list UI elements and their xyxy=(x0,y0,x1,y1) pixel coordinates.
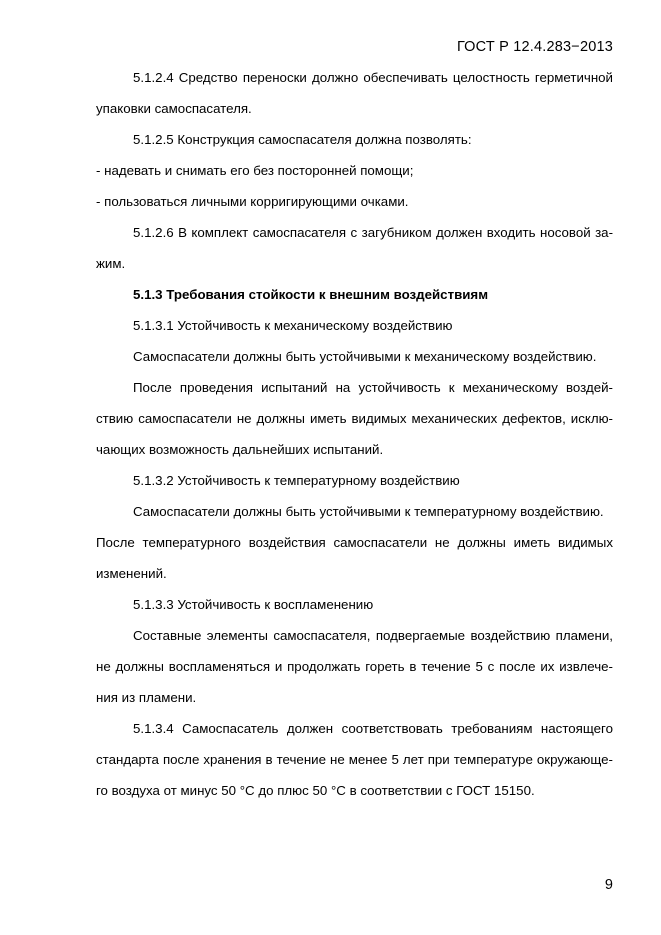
subsection-heading-5-1-3-3: 5.1.3.3 Устойчивость к воспламенению xyxy=(133,597,374,612)
list-item: - надевать и снимать его без посторонней помощи; xyxy=(96,163,414,178)
paragraph-5-1-2-4: 5.1.2.4 Средство переноски должно обеспечивать целостность герметичной упаковки самоспасателя. xyxy=(96,70,613,116)
paragraph-5-1-3-4: 5.1.3.4 Самоспасатель должен соответствовать требованиям настоящего стандарта после хранения в течение не менее 5 лет при температуре окружающе-го воздуха от минус 50 °С до плюс 50 °С в соответствии с ГОСТ 15150. xyxy=(96,721,613,798)
page-number: 9 xyxy=(604,877,613,893)
section-heading-5-1-3: 5.1.3 Требования стойкости к внешним воздействиям xyxy=(133,287,489,302)
paragraph-5-1-2-6: 5.1.2.6 В комплект самоспасателя с загубником должен входить носовой за-жим. xyxy=(96,225,613,271)
list-item: - пользоваться личными корригирующими очками. xyxy=(96,194,409,209)
subsection-heading-5-1-3-2: 5.1.3.2 Устойчивость к температурному воздействию xyxy=(133,473,460,488)
document-body xyxy=(96,62,613,806)
document-header: ГОСТ Р 12.4.283−2013 xyxy=(456,39,613,55)
paragraph: Самоспасатели должны быть устойчивыми к температурному воздействию. xyxy=(133,504,604,519)
paragraph: После проведения испытаний на устойчивость к механическому воздей-ствию самоспасатели не должны иметь видимых механических дефектов, исклю-чающих возможность дальнейших испытаний. xyxy=(96,380,613,457)
paragraph-5-1-2-5: 5.1.2.5 Конструкция самоспасателя должна позволять: xyxy=(133,132,472,147)
paragraph: Составные элементы самоспасателя, подвергаемые воздействию пламени, не должны воспламеняться и продолжать гореть в течение 5 с после их извлече-ния из пламени. xyxy=(96,628,613,705)
paragraph: После температурного воздействия самоспасатели не должны иметь видимых изменений. xyxy=(96,535,613,581)
subsection-heading-5-1-3-1: 5.1.3.1 Устойчивость к механическому воздействию xyxy=(133,318,453,333)
paragraph: Самоспасатели должны быть устойчивыми к механическому воздействию. xyxy=(133,349,597,364)
